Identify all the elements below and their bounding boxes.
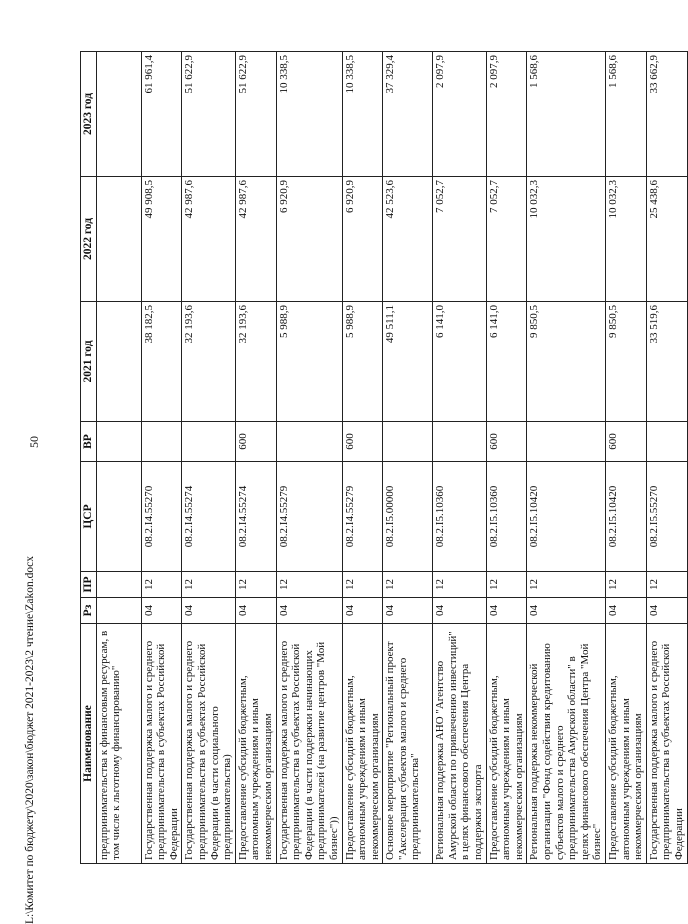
- table-body: [96, 52, 687, 864]
- cell-2022: [96, 177, 141, 302]
- cell-name: Государственная поддержка малого и среднего предпринимательства в субъектах Российской Федерации (в части поддержки начинающих предпринимателей (на развитие центров "Мой бизнес")): [276, 624, 342, 864]
- cell-2022: 6 920,9: [342, 177, 383, 302]
- cell-2023: 51 622,9: [182, 52, 235, 177]
- cell-rz: 04: [141, 598, 182, 624]
- table-row: [433, 52, 486, 864]
- column-header-rz: Рз: [81, 598, 97, 624]
- table-row: [606, 52, 647, 864]
- cell-csr: 08.2.I4.55274: [235, 462, 276, 572]
- cell-2023: 51 622,9: [235, 52, 276, 177]
- cell-2022: 6 920,9: [276, 177, 342, 302]
- cell-rz: 04: [276, 598, 342, 624]
- cell-vr: [141, 422, 182, 462]
- cell-vr: [433, 422, 486, 462]
- table-row: [486, 52, 527, 864]
- page-number: 50: [27, 436, 41, 448]
- cell-csr: 08.2.I5.00000: [383, 462, 433, 572]
- table-header-row: [81, 52, 97, 864]
- cell-2021: 9 850,5: [606, 302, 647, 422]
- cell-2023: 1 568,6: [606, 52, 647, 177]
- cell-pr: [96, 572, 141, 598]
- cell-2023: 1 568,6: [527, 52, 606, 177]
- cell-pr: 12: [646, 572, 687, 598]
- table-area: [80, 52, 685, 864]
- cell-pr: 12: [486, 572, 527, 598]
- cell-pr: 12: [527, 572, 606, 598]
- cell-rz: 04: [606, 598, 647, 624]
- cell-2023: 2 097,9: [486, 52, 527, 177]
- column-header-2021: 2021 год: [81, 302, 97, 422]
- cell-2022: 7 052,7: [433, 177, 486, 302]
- cell-pr: 12: [383, 572, 433, 598]
- cell-2021: 32 193,6: [182, 302, 235, 422]
- cell-2021: 32 193,6: [235, 302, 276, 422]
- cell-csr: 08.2.I4.55279: [342, 462, 383, 572]
- cell-rz: 04: [433, 598, 486, 624]
- cell-2022: 42 987,6: [235, 177, 276, 302]
- cell-2021: 49 511,1: [383, 302, 433, 422]
- column-header-name: Наименование: [81, 624, 97, 864]
- cell-name: Предоставление субсидий бюджетным, автономным учреждениям и иным некоммерческим организациям: [342, 624, 383, 864]
- cell-pr: 12: [182, 572, 235, 598]
- cell-2022: 49 908,5: [141, 177, 182, 302]
- cell-vr: 600: [606, 422, 647, 462]
- cell-rz: [96, 598, 141, 624]
- table-row: [342, 52, 383, 864]
- cell-2022: 10 032,3: [527, 177, 606, 302]
- cell-name: Региональная поддержка АНО "Агентство Амурской области по привлечению инвестиций" в целях финансового обеспечения Центра поддержки экспорта: [433, 624, 486, 864]
- cell-2023: 10 338,5: [276, 52, 342, 177]
- cell-csr: 08.2.I5.10360: [486, 462, 527, 572]
- cell-csr: 08.2.I4.55279: [276, 462, 342, 572]
- cell-2021: 38 182,5: [141, 302, 182, 422]
- cell-2023: 10 338,5: [342, 52, 383, 177]
- cell-name: Государственная поддержка малого и среднего предпринимательства в субъектах Российской Федерации (в части социального предпринимательства): [182, 624, 235, 864]
- cell-2023: 61 961,4: [141, 52, 182, 177]
- column-header-pr: ПР: [81, 572, 97, 598]
- cell-pr: 12: [606, 572, 647, 598]
- cell-2021: [96, 302, 141, 422]
- table-row: [276, 52, 342, 864]
- cell-2022: 10 032,3: [606, 177, 647, 302]
- cell-2023: 33 662,9: [646, 52, 687, 177]
- column-header-2023: 2023 год: [81, 52, 97, 177]
- cell-name: Государственная поддержка малого и среднего предпринимательства в субъектах Российской Федерации: [141, 624, 182, 864]
- cell-2022: 7 052,7: [486, 177, 527, 302]
- cell-rz: 04: [342, 598, 383, 624]
- cell-pr: 12: [433, 572, 486, 598]
- cell-csr: 08.2.I5.10420: [527, 462, 606, 572]
- cell-2021: 33 519,6: [646, 302, 687, 422]
- cell-2021: 6 141,0: [486, 302, 527, 422]
- cell-vr: [646, 422, 687, 462]
- cell-2023: [96, 52, 141, 177]
- cell-vr: 600: [342, 422, 383, 462]
- cell-csr: 08.2.I4.55270: [141, 462, 182, 572]
- table-row: [383, 52, 433, 864]
- cell-rz: 04: [486, 598, 527, 624]
- cell-name: Предоставление субсидий бюджетным, автономным учреждениям и иным некоммерческим организациям: [235, 624, 276, 864]
- column-header-2022: 2022 год: [81, 177, 97, 302]
- cell-name: Предоставление субсидий бюджетным, автономным учреждениям и иным некоммерческим организациям: [606, 624, 647, 864]
- cell-rz: 04: [235, 598, 276, 624]
- cell-2021: 5 988,9: [342, 302, 383, 422]
- cell-vr: [383, 422, 433, 462]
- cell-pr: 12: [342, 572, 383, 598]
- table-row: [527, 52, 606, 864]
- cell-vr: [96, 422, 141, 462]
- cell-2023: 37 329,4: [383, 52, 433, 177]
- cell-2023: 2 097,9: [433, 52, 486, 177]
- cell-csr: 08.2.I4.55274: [182, 462, 235, 572]
- file-path-footer: L:\Комитет по бюджету\2020\закон\бюджет 2021-2023\2 чтение\Zakon.docx: [24, 556, 36, 924]
- cell-name: Государственная поддержка малого и среднего предпринимательства в субъектах Российской Федерации: [646, 624, 687, 864]
- cell-name: Основное мероприятие "Региональный проект "Акселерация субъектов малого и среднего предпринимательства": [383, 624, 433, 864]
- cell-2022: 42 523,6: [383, 177, 433, 302]
- table-row: [96, 52, 141, 864]
- table-row: [182, 52, 235, 864]
- budget-table: [80, 51, 688, 864]
- table-row: [141, 52, 182, 864]
- cell-name: Предоставление субсидий бюджетным, автономным учреждениям и иным некоммерческим организациям: [486, 624, 527, 864]
- cell-vr: [182, 422, 235, 462]
- cell-rz: 04: [646, 598, 687, 624]
- cell-vr: [276, 422, 342, 462]
- cell-pr: 12: [276, 572, 342, 598]
- cell-2021: 5 988,9: [276, 302, 342, 422]
- cell-rz: 04: [182, 598, 235, 624]
- cell-pr: 12: [141, 572, 182, 598]
- cell-pr: 12: [235, 572, 276, 598]
- table-row: [235, 52, 276, 864]
- cell-csr: 08.2.I5.10420: [606, 462, 647, 572]
- cell-name: Региональная поддержка некоммерческой организации "Фонд содействия кредитованию субъектов малого и среднего предпринимательства Амурской области" в целях финансового обеспечения Центра "Мой бизнес": [527, 624, 606, 864]
- column-header-vr: ВР: [81, 422, 97, 462]
- cell-csr: 08.2.I5.55270: [646, 462, 687, 572]
- cell-2022: 42 987,6: [182, 177, 235, 302]
- column-header-csr: ЦСР: [81, 462, 97, 572]
- table-row: [646, 52, 687, 864]
- cell-csr: [96, 462, 141, 572]
- cell-csr: 08.2.I5.10360: [433, 462, 486, 572]
- cell-2022: 25 438,6: [646, 177, 687, 302]
- cell-vr: 600: [235, 422, 276, 462]
- cell-2021: 9 850,5: [527, 302, 606, 422]
- cell-vr: [527, 422, 606, 462]
- cell-name: предпринимательства к финансовым ресурсам, в том числе к льготному финансированию": [96, 624, 141, 864]
- cell-rz: 04: [383, 598, 433, 624]
- cell-rz: 04: [527, 598, 606, 624]
- cell-vr: 600: [486, 422, 527, 462]
- cell-2021: 6 141,0: [433, 302, 486, 422]
